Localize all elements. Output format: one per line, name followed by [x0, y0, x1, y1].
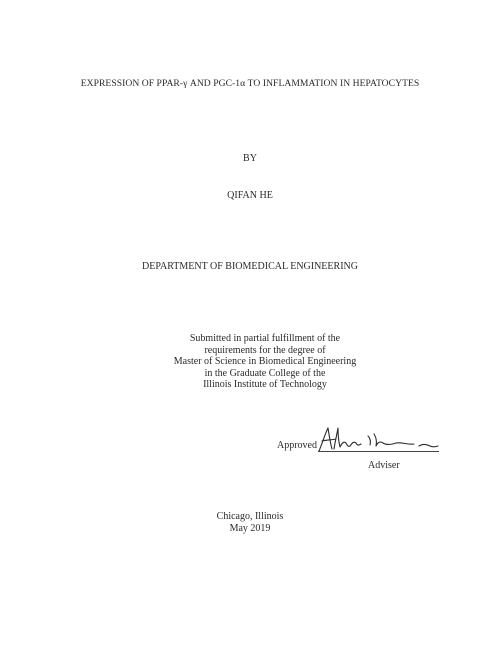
degree-statement-line: Illinois Institute of Technology: [203, 379, 327, 391]
location: Chicago, Illinois: [216, 511, 284, 522]
degree-statement-line: in the Graduate College of the: [204, 367, 326, 379]
degree-statement-line: Submitted in partial fulfillment of the: [189, 333, 341, 344]
by-label: BY: [243, 153, 257, 164]
adviser-label: Adviser: [368, 460, 400, 471]
approval-block: [276, 420, 446, 480]
submission-date: May 2019: [229, 523, 271, 534]
approved-label: Approved: [277, 440, 317, 451]
degree-statement: [0, 333, 500, 391]
degree-statement-line: requirements for the degree of: [204, 344, 326, 356]
author-name: QIFAN HE: [227, 190, 273, 201]
thesis-title: EXPRESSION OF PPAR-γ AND PGC-1α TO INFLAMMATION IN HEPATOCYTES: [80, 78, 420, 89]
department-name: DEPARTMENT OF BIOMEDICAL ENGINEERING: [142, 261, 358, 272]
handwritten-signature: [316, 422, 444, 456]
degree-statement-line: Master of Science in Biomedical Engineering: [173, 356, 357, 368]
